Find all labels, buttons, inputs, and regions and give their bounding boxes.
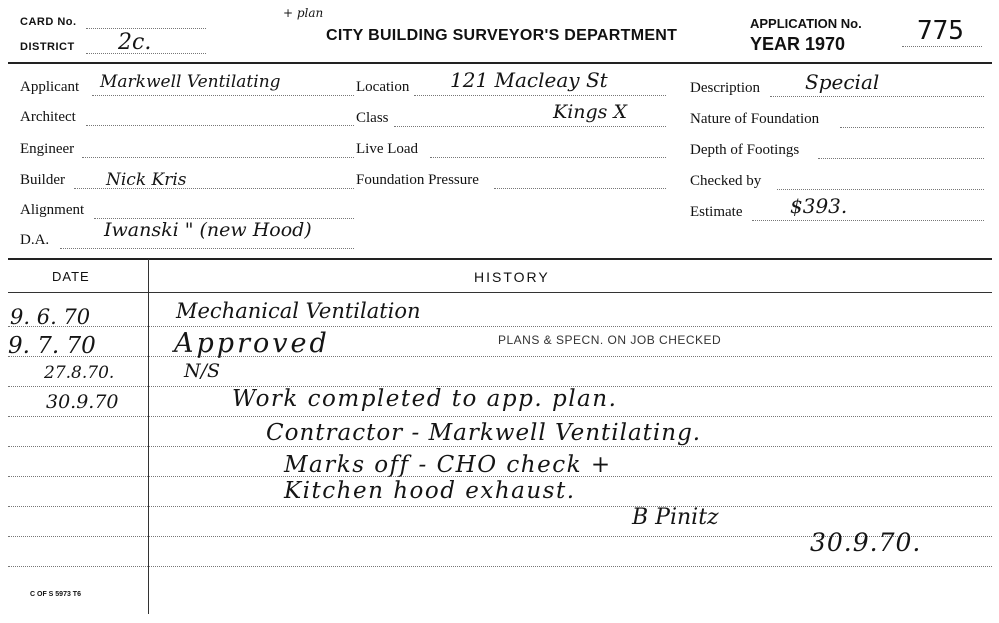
- class-line: [394, 126, 666, 127]
- history-stamp: PLANS & SPECN. ON JOB CHECKED: [498, 333, 722, 347]
- history-header: HISTORY: [474, 269, 550, 285]
- builder-value: Nick Kris: [106, 170, 187, 190]
- engineer-line: [82, 157, 354, 158]
- applicant-value: Markwell Ventilating: [100, 72, 281, 92]
- history-rule: [8, 506, 992, 507]
- foundation-pressure-label: Foundation Pressure: [356, 172, 479, 188]
- alignment-label: Alignment: [20, 202, 85, 218]
- description-label: Description: [690, 80, 760, 96]
- location-label: Location: [356, 79, 410, 95]
- history-text: Marks off - CHO check +: [284, 452, 612, 478]
- history-rule: [8, 356, 992, 357]
- location-line: [414, 95, 666, 96]
- history-text: Work completed to app. plan.: [232, 386, 618, 412]
- location-value: 121 Macleay St: [450, 68, 608, 92]
- architect-line: [86, 125, 354, 126]
- description-value: Special: [805, 70, 880, 94]
- history-text: N/S: [184, 360, 221, 382]
- history-header-divider: [8, 292, 992, 293]
- district-value: 2c.: [118, 30, 152, 55]
- depth-line: [818, 158, 984, 159]
- class-label: Class: [356, 110, 389, 126]
- form-code: C OF S 5973 T6: [30, 591, 81, 598]
- nature-line: [840, 127, 984, 128]
- card-no-label: CARD No.: [20, 16, 77, 28]
- engineer-label: Engineer: [20, 141, 75, 157]
- history-rule: [8, 416, 992, 417]
- history-rule: [8, 446, 992, 447]
- application-number: 775: [917, 16, 964, 46]
- card-no-line: [86, 28, 206, 29]
- header-divider: [8, 62, 992, 64]
- year-label: YEAR 1970: [750, 34, 846, 54]
- architect-label: Architect: [20, 109, 76, 125]
- department-title: CITY BUILDING SURVEYOR'S DEPARTMENT: [326, 27, 678, 44]
- live-load-line: [430, 157, 666, 158]
- signature: B Pinitz: [632, 505, 719, 530]
- estimate-value: $393.: [790, 194, 848, 218]
- applicant-line: [92, 95, 354, 96]
- live-load-label: Live Load: [356, 141, 419, 157]
- district-label: DISTRICT: [20, 41, 75, 53]
- checked-label: Checked by: [690, 173, 762, 189]
- depth-label: Depth of Footings: [690, 142, 800, 158]
- nature-label: Nature of Foundation: [690, 111, 820, 127]
- history-date: 9. 6. 70: [10, 305, 91, 329]
- history-column-divider: [148, 259, 149, 614]
- history-text: Contractor - Markwell Ventilating.: [266, 420, 702, 446]
- application-label: APPLICATION No.: [750, 16, 862, 31]
- signature-date: 30.9.70.: [810, 528, 922, 557]
- history-rule: [8, 326, 992, 327]
- history-text: Mechanical Ventilation: [176, 299, 421, 323]
- estimate-line: [752, 220, 984, 221]
- history-date: 9. 7. 70: [8, 333, 96, 359]
- da-value: Iwanski " (new Hood): [104, 219, 312, 241]
- description-line: [770, 96, 984, 97]
- date-header: DATE: [52, 269, 90, 284]
- top-note: + plan: [283, 6, 324, 20]
- foundation-pressure-line: [494, 188, 666, 189]
- history-date: 27.8.70.: [44, 363, 115, 383]
- da-label: D.A.: [20, 232, 50, 248]
- history-rule: [8, 566, 992, 567]
- application-number-line: [902, 46, 982, 47]
- builder-label: Builder: [20, 172, 65, 188]
- checked-line: [777, 189, 984, 190]
- history-text: Kitchen hood exhaust.: [284, 478, 576, 504]
- class-value: Kings X: [553, 101, 627, 123]
- history-date: 30.9.70: [46, 391, 119, 413]
- history-text: Approved: [174, 328, 330, 359]
- da-line: [60, 248, 354, 249]
- estimate-label: Estimate: [690, 204, 743, 220]
- applicant-label: Applicant: [20, 79, 80, 95]
- fields-divider: [8, 258, 992, 260]
